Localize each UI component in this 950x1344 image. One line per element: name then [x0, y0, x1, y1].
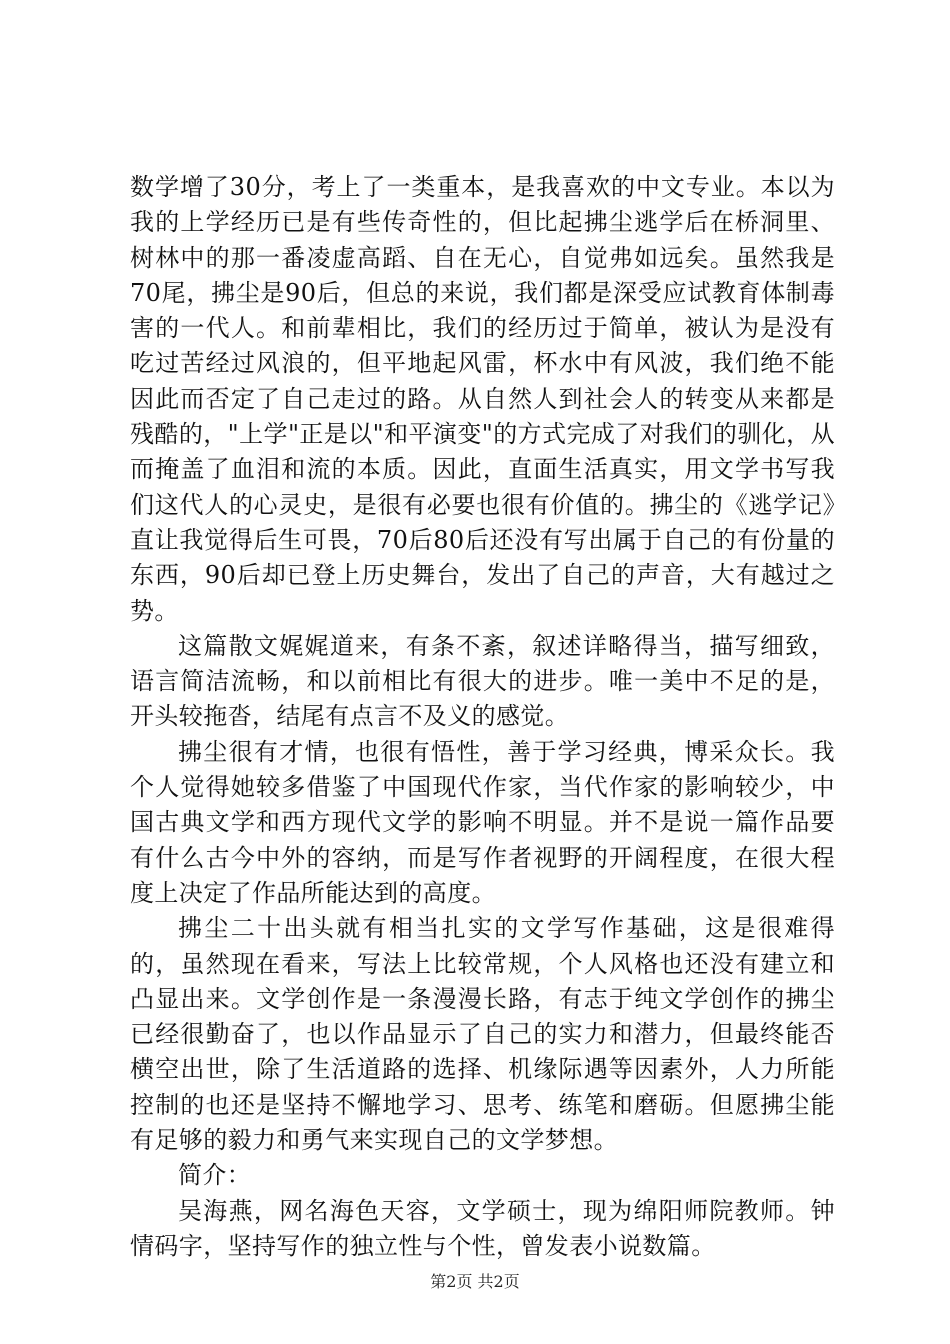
page-number-footer: 第2页 共2页	[430, 1272, 520, 1291]
document-body	[130, 170, 835, 1264]
paragraph-review: 这篇散文娓娓道来，有条不紊，叙述详略得当，描写细致，语言简洁流畅，和以前相比有很大的进步。唯一美中不足的是，开头较拖沓，结尾有点言不及义的感觉。	[130, 631, 835, 731]
bio-heading: 简介：	[178, 1161, 252, 1190]
paragraph-influences: 拂尘很有才情，也很有悟性，善于学习经典，博采众长。我个人觉得她较多借鉴了中国现代作家，当代作家的影响较少，中国古典文学和西方现代文学的影响不明显。并不是说一篇作品要有什么古今中外的容纳，而是写作者视野的开阔程度，在很大程度上决定了作品所能达到的高度。	[130, 737, 835, 907]
paragraph-continuation: 数学增了30分，考上了一类重本，是我喜欢的中文专业。本以为我的上学经历已是有些传奇性的，但比起拂尘逃学后在桥洞里、树林中的那一番凌虚高蹈、自在无心，自觉弗如远矣。虽然我是70尾，拂尘是90后，但总的来说，我们都是深受应试教育体制毒害的一代人。和前辈相比，我们的经历过于简单，被认为是没有吃过苦经过风浪的，但平地起风雷，杯水中有风波，我们绝不能因此而否定了自己走过的路。从自然人到社会人的转变从来都是残酷的，"上学"正是以"和平演变"的方式完成了对我们的驯化，从而掩盖了血泪和流的本质。因此，直面生活真实，用文学书写我们这代人的心灵史，是很有必要也很有价值的。拂尘的《逃学记》直让我觉得后生可畏，70后80后还没有写出属于自己的有份量的东西，90后却已登上历史舞台，发出了自己的声音，大有越过之势。	[130, 173, 835, 625]
paragraph-outlook: 拂尘二十出头就有相当扎实的文学写作基础，这是很难得的，虽然现在看来，写法上比较常规，个人风格也还没有建立和凸显出来。文学创作是一条漫漫长路，有志于纯文学创作的拂尘已经很勤奋了，也以作品显示了自己的实力和潜力，但最终能否横空出世，除了生活道路的选择、机缘际遇等因素外，人力所能控制的也还是坚持不懈地学习、思考、练笔和磨砺。但愿拂尘能有足够的毅力和勇气来实现自己的文学梦想。	[130, 914, 835, 1155]
bio-paragraph: 吴海燕，网名海色天容，文学硕士，现为绵阳师院教师。钟情码字，坚持写作的独立性与个性，曾发表小说数篇。	[130, 1196, 835, 1260]
